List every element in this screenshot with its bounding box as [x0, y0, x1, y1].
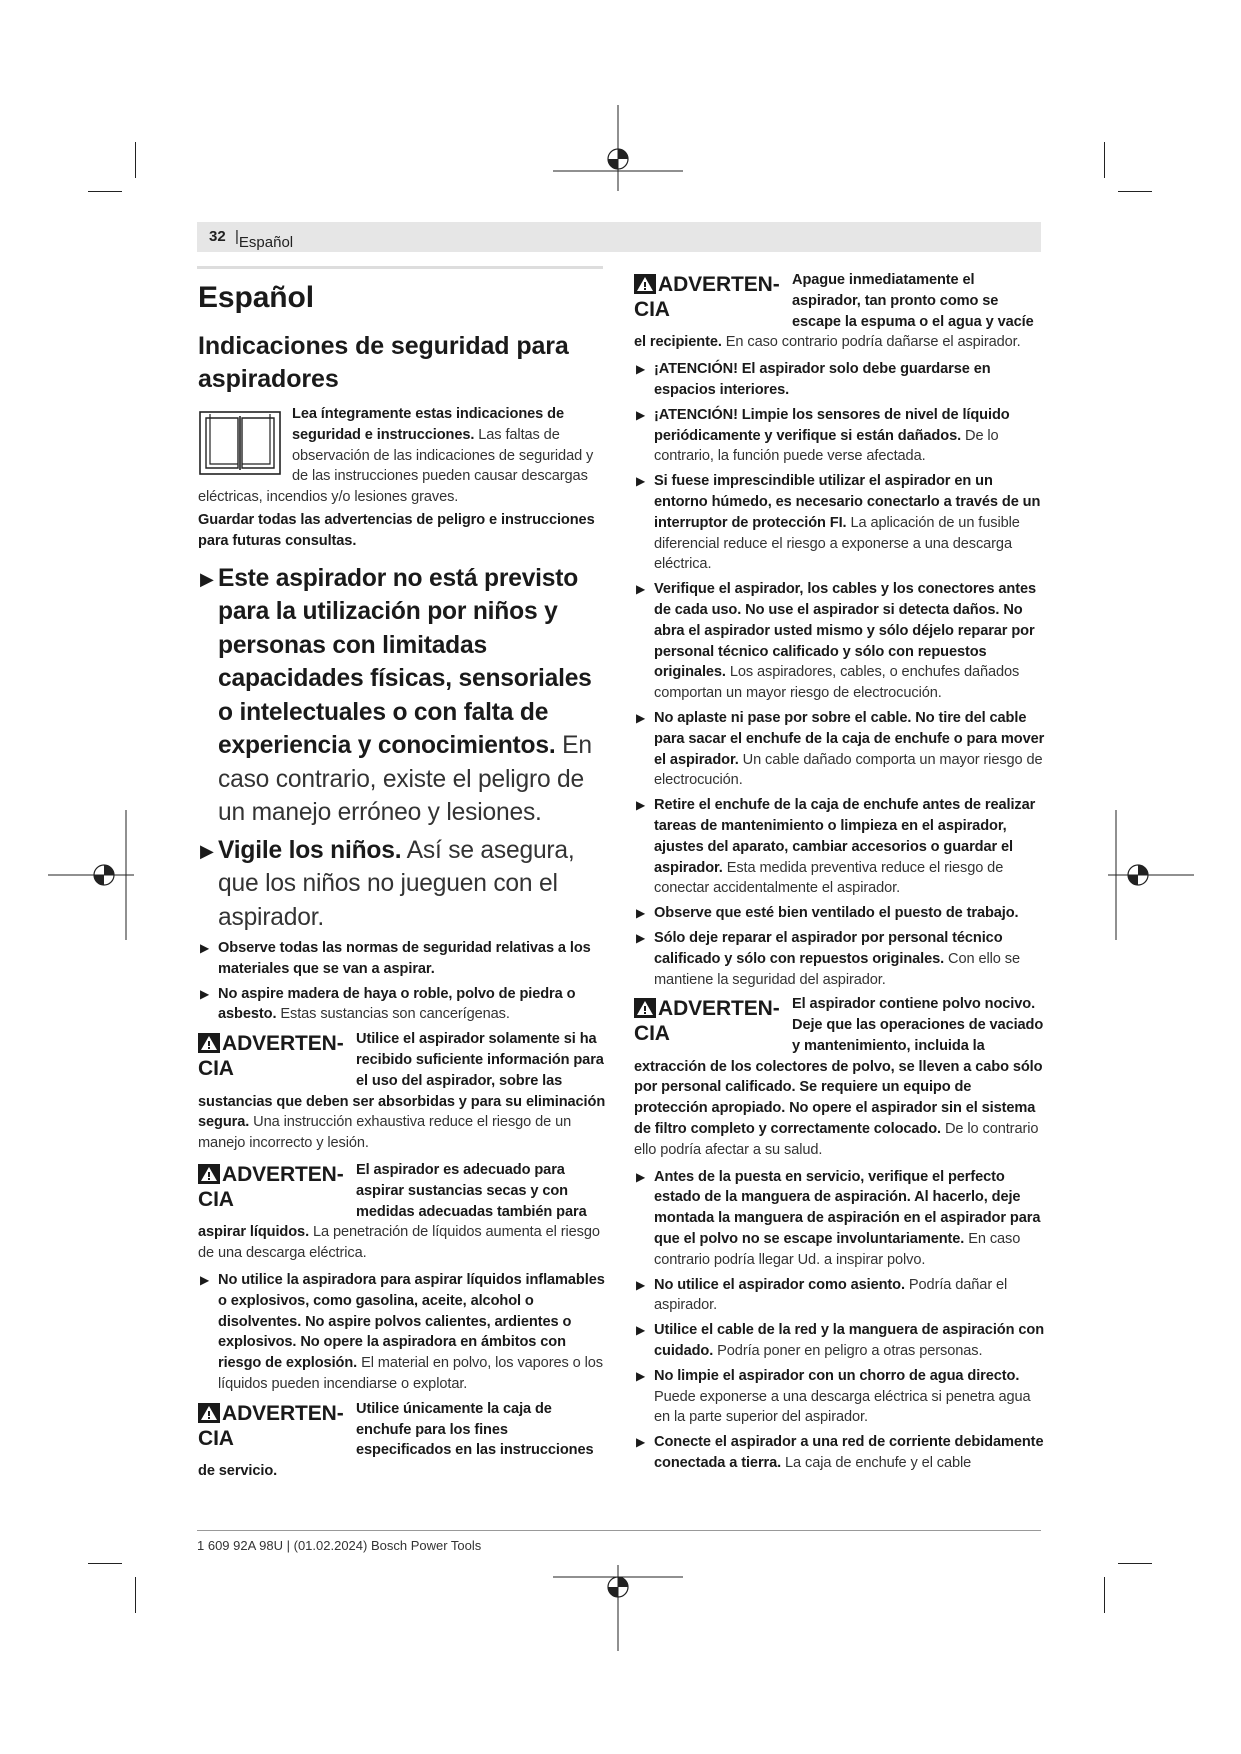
bullet-arrow-icon: ▶	[200, 986, 210, 1001]
item-bold: Observe todas las normas de seguridad relativas a los materiales que se van a aspirar.	[218, 940, 591, 977]
list-item	[198, 562, 606, 830]
item-text: Así se asegura, que los niños no jueguen con el aspirador.	[218, 836, 575, 931]
bullet-arrow-icon: ▶	[200, 1273, 210, 1288]
registration-mark-icon	[1108, 810, 1194, 940]
warning-block	[198, 1160, 606, 1264]
page-title: Español	[198, 281, 314, 314]
item-text: El material en polvo, los vapores o los líquidos pueden incendiarse o explotar.	[218, 1355, 603, 1393]
list-item	[634, 405, 1046, 467]
save-note	[198, 510, 606, 552]
warning-label-text: ADVERTEN- CIA	[634, 273, 780, 321]
item-text: Podría dañar el aspirador.	[654, 1276, 1008, 1314]
registration-mark-icon	[553, 1565, 683, 1651]
bullet-arrow-icon: ▶	[636, 930, 646, 945]
left-column	[198, 270, 606, 1488]
item-text: La caja de enchufe y el cable	[781, 1455, 972, 1472]
crop-mark	[88, 1563, 122, 1564]
bullet-arrow-icon: ▶	[636, 798, 646, 813]
warning-label-text: ADVERTEN- CIA	[198, 1163, 344, 1212]
bullet-arrow-icon: ▶	[636, 362, 646, 377]
item-bold: Utilice el cable de la red y la manguera de aspiración con cuidado.	[654, 1322, 1045, 1360]
warning-block	[198, 1029, 606, 1154]
warning-label	[198, 1401, 356, 1451]
item-text: Con ello se mantiene la seguridad del aspirador.	[654, 950, 1020, 988]
intro-body: Las faltas de observación de las indicaciones de seguridad y de las instrucciones pueden causar descargas eléctricas, incendios y/o lesiones graves.	[198, 426, 594, 506]
warning-label	[198, 1162, 356, 1212]
warning-bold: Utilice únicamente la caja de enchufe para los fines especificados en las instrucciones de servicio.	[198, 1400, 594, 1480]
warning-label-text: ADVERTEN- CIA	[634, 997, 780, 1046]
bullet-arrow-icon: ▶	[200, 941, 210, 956]
page-footer: 1 609 92A 98U | (01.02.2024) Bosch Power Tools	[197, 1538, 482, 1553]
list-item	[634, 795, 1046, 899]
item-bold: No aplaste ni pase por sobre el cable. No tire del cable para sacar el enchufe de la caja de enchufe o para mover el aspirador.	[654, 709, 1045, 768]
bullet-arrow-icon: ▶	[636, 582, 646, 597]
right-column	[634, 270, 1046, 1478]
warning-body: De lo contrario ello podría afectar a su salud.	[634, 1121, 1039, 1158]
header-section: | Español	[235, 228, 294, 251]
item-bold: Retire el enchufe de la caja de enchufe antes de realizar tareas de mantenimiento o limpieza en el aspirador, ajustes del aparato, cambiar accesorios o guardar el aspirador.	[654, 797, 1036, 876]
item-text: Puede exponerse a una descarga eléctrica si penetra agua en la parte superior del aspirador.	[654, 1388, 1031, 1426]
item-bold: No utilice la aspiradora para aspirar líquidos inflamables o explosivos, como gasolina, aceite, alcohol o disolventes. No aspire polvos calientes, ardientes o explosivos. No opere la aspiradora en ámbitos con riesgo de explosión.	[218, 1272, 605, 1372]
crop-mark	[88, 191, 122, 192]
item-text: Los aspiradores, cables, o enchufes dañados comportan un mayor riesgo de electrocución.	[654, 664, 1020, 702]
registration-mark-icon	[48, 810, 134, 940]
registration-mark-icon	[553, 105, 683, 191]
list-item	[634, 1366, 1046, 1428]
bullet-arrow-icon: ▶	[636, 474, 646, 489]
item-bold: Verifique el aspirador, los cables y los conectores antes de cada uso. No use el aspirador si detecta daños. No abra el aspirador usted mismo y sólo déjelo reparar por personal técnico calificado y sólo con repuestos originales.	[654, 581, 1037, 681]
crop-mark	[1118, 1563, 1152, 1564]
list-item	[634, 928, 1046, 990]
item-bold: Este aspirador no está previsto para la utilización por niños y personas con limitadas capacidades físicas, sensoriales o intelectuales o con falta de experiencia y conocimientos.	[218, 564, 592, 760]
warning-triangle-icon	[198, 1164, 220, 1184]
list-item	[634, 1320, 1046, 1362]
bullet-arrow-icon: ▶	[636, 710, 646, 725]
divider	[197, 1530, 1041, 1531]
warning-body: En caso contrario podría dañarse el aspirador.	[721, 334, 1021, 351]
warning-block	[198, 1399, 606, 1482]
bullet-arrow-icon: ▶	[636, 906, 646, 921]
item-text: En caso contrario podría llegar Ud. a inspirar polvo.	[654, 1231, 1021, 1268]
crop-mark	[1104, 1577, 1105, 1613]
list-item	[634, 903, 1046, 924]
item-bold: Vigile los niños.	[218, 836, 402, 864]
bullet-arrow-icon: ▶	[200, 840, 214, 861]
crop-mark	[1104, 142, 1105, 178]
bullet-arrow-icon: ▶	[200, 568, 214, 589]
item-text: Esta medida preventiva reduce el riesgo de conectar accidentalmente el aspirador.	[654, 859, 1004, 897]
list-item	[634, 359, 1046, 401]
item-text: Estas sustancias son cancerígenas.	[276, 1006, 510, 1023]
intro-block	[198, 404, 606, 508]
item-bold: Conecte el aspirador a una red de corriente debidamente conectada a tierra.	[654, 1434, 1044, 1472]
warning-triangle-icon	[634, 274, 656, 294]
item-bold: ¡ATENCIÓN! El aspirador solo debe guardarse en espacios interiores.	[654, 361, 991, 398]
bullet-arrow-icon: ▶	[636, 1277, 646, 1292]
warning-bold: Utilice el aspirador solamente si ha recibido suficiente información para el uso del aspirador, sobre las sustancias que deben ser absorbidas y para su eliminación segura.	[198, 1031, 606, 1131]
list-item	[634, 1167, 1046, 1271]
page-header	[197, 222, 1041, 252]
warning-label	[634, 996, 792, 1046]
warning-body: Una instrucción exhaustiva reduce el riesgo de un manejo incorrecto y lesión.	[198, 1114, 572, 1152]
warning-bold: Apague inmediatamente el aspirador, tan pronto como se escape la espuma o el agua y vacíe el recipiente.	[634, 272, 1034, 351]
item-bold: No limpie el aspirador con un chorro de agua directo.	[654, 1367, 1020, 1384]
list-item	[198, 834, 606, 935]
section-heading: Indicaciones de seguridad para aspiradores	[198, 332, 569, 393]
item-bold: No aspire madera de haya o roble, polvo de piedra o asbesto.	[218, 985, 576, 1023]
page-number: 32	[209, 228, 226, 245]
item-bold: ¡ATENCIÓN! Limpie los sensores de nivel de líquido periódicamente y verifique si están dañados.	[654, 406, 1010, 444]
crop-mark	[1118, 191, 1152, 192]
item-text: De lo contrario, la función puede verse afectada.	[654, 427, 999, 465]
bullet-arrow-icon: ▶	[636, 1435, 646, 1450]
warning-bold: El aspirador contiene polvo nocivo. Deje que las operaciones de vaciado y mantenimiento, incluida la extracción de los colectores de polvo, se lleven a cabo sólo por personal calificado. Se requiere un equipo de protección apropiado. No opere el aspirador sin el sistema de filtro completo y correctamente colocado.	[634, 996, 1044, 1138]
list-item	[634, 708, 1046, 791]
list-item	[634, 1432, 1046, 1474]
item-text: Un cable dañado comporta un mayor riesgo de electrocución.	[654, 751, 1043, 789]
item-bold: Sólo deje reparar el aspirador por personal técnico calificado y sólo con repuestos originales.	[654, 929, 1003, 967]
bullet-arrow-icon: ▶	[636, 1368, 646, 1383]
bullet-arrow-icon: ▶	[636, 1169, 646, 1184]
warning-block	[634, 270, 1046, 353]
list-item	[198, 938, 606, 980]
item-bold: Observe que esté bien ventilado el puesto de trabajo.	[654, 905, 1019, 922]
item-bold: No utilice el aspirador como asiento.	[654, 1276, 905, 1293]
warning-triangle-icon	[634, 998, 656, 1018]
bullet-arrow-icon: ▶	[636, 1323, 646, 1338]
intro-bold: Lea íntegramente estas indicaciones de seguridad e instrucciones.	[292, 406, 564, 443]
read-manual-icon	[198, 406, 282, 476]
warning-label-text: ADVERTEN- CIA	[198, 1032, 344, 1081]
divider	[197, 266, 603, 269]
warning-label	[198, 1031, 356, 1081]
item-bold: Antes de la puesta en servicio, verifique el perfecto estado de la manguera de aspiración. Al hacerlo, deje montada la manguera de aspiración en el aspirador para que el polvo no se escape involuntariamente.	[654, 1168, 1041, 1248]
header-section-label: Español	[238, 234, 294, 251]
item-text: En caso contrario, existe el peligro de un manejo erróneo y lesiones.	[218, 732, 592, 827]
list-item	[634, 471, 1046, 575]
warning-label-text: ADVERTEN- CIA	[198, 1401, 344, 1450]
list-item	[634, 1275, 1046, 1317]
warning-label	[634, 272, 792, 322]
crop-mark	[135, 142, 136, 178]
warning-bold: El aspirador es adecuado para aspirar sustancias secas y con medidas adecuadas también para aspirar líquidos.	[198, 1162, 587, 1241]
list-item	[198, 1270, 606, 1395]
warning-triangle-icon	[198, 1403, 220, 1423]
item-text: La aplicación de un fusible diferencial reduce el riesgo a exponerse a una descarga eléctrica.	[654, 514, 1020, 573]
warning-triangle-icon	[198, 1033, 220, 1053]
warning-block	[634, 994, 1046, 1160]
crop-mark	[135, 1577, 136, 1613]
save-note-text: Guardar todas las advertencias de peligro e instrucciones para futuras consultas.	[198, 511, 595, 549]
item-bold: Si fuese imprescindible utilizar el aspirador en un entorno húmedo, es necesario conectarlo a través de un interruptor de protección FI.	[654, 473, 1041, 531]
warning-body: La penetración de líquidos aumenta el riesgo de una descarga eléctrica.	[198, 1224, 600, 1262]
item-text: Podría poner en peligro a otras personas.	[713, 1343, 983, 1360]
list-item	[198, 984, 606, 1026]
list-item	[634, 579, 1046, 704]
bullet-arrow-icon: ▶	[636, 407, 646, 422]
